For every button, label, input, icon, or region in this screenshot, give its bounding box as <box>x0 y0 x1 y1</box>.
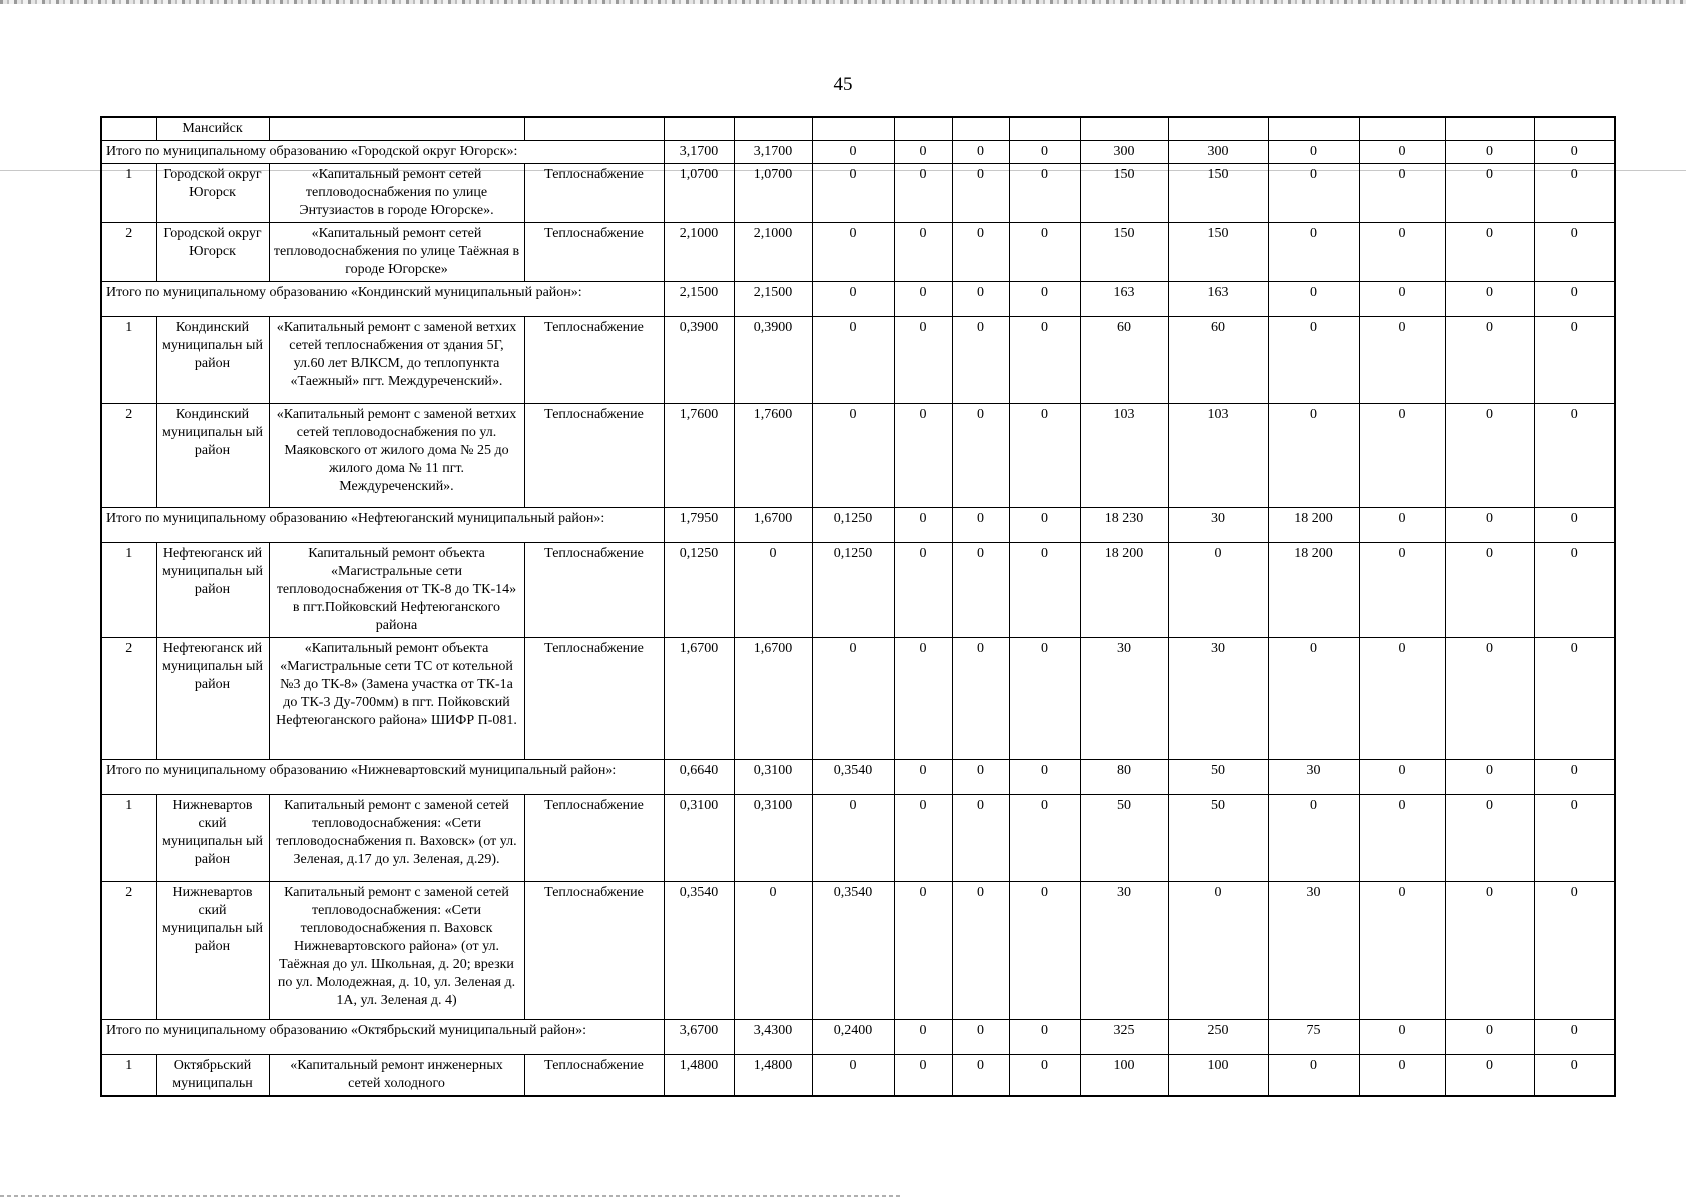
value-cell: 0 <box>894 317 952 404</box>
table-row <box>101 164 1615 223</box>
value-cell: 0 <box>812 404 894 508</box>
sector-cell: Теплоснабжение <box>524 317 664 404</box>
value-cell: 30 <box>1080 882 1168 1020</box>
total-value-cell: 30 <box>1268 760 1359 795</box>
total-value-cell: 0,1250 <box>812 508 894 543</box>
value-cell: 0 <box>952 404 1009 508</box>
value-cell: 0 <box>1359 795 1445 882</box>
value-cell: 0 <box>952 317 1009 404</box>
total-value-cell: 0 <box>952 1020 1009 1055</box>
value-cell: 0 <box>812 317 894 404</box>
value-cell: 103 <box>1080 404 1168 508</box>
row-number-cell <box>101 117 156 141</box>
total-value-cell: 0 <box>1534 760 1615 795</box>
total-value-cell: 0 <box>1359 760 1445 795</box>
total-value-cell: 3,1700 <box>734 141 812 164</box>
value-cell: 0 <box>894 882 952 1020</box>
value-cell: 0 <box>1268 795 1359 882</box>
value-cell: 50 <box>1168 795 1268 882</box>
total-value-cell: 0,3540 <box>812 760 894 795</box>
value-cell: 100 <box>1168 1055 1268 1097</box>
municipality-cell: Нефтеюганск ий муниципальн ый район <box>156 638 269 760</box>
sector-cell: Теплоснабжение <box>524 164 664 223</box>
value-cell: 0 <box>1009 164 1080 223</box>
table-row <box>101 882 1615 1020</box>
value-cell: 0,3900 <box>734 317 812 404</box>
value-cell: 0 <box>1359 543 1445 638</box>
municipality-cell: Кондинский муниципальн ый район <box>156 404 269 508</box>
value-cell <box>1268 117 1359 141</box>
object-name-cell: «Капитальный ремонт сетей тепловодоснабжения по улице Энтузиастов в городе Югорске». <box>269 164 524 223</box>
value-cell: 0 <box>1534 882 1615 1020</box>
value-cell: 0 <box>812 223 894 282</box>
row-number-cell: 2 <box>101 882 156 1020</box>
value-cell <box>952 117 1009 141</box>
value-cell: 0 <box>1268 638 1359 760</box>
value-cell: 1,0700 <box>664 164 734 223</box>
total-value-cell: 0 <box>1445 141 1534 164</box>
value-cell: 0,1250 <box>812 543 894 638</box>
total-value-cell: 0 <box>1009 282 1080 317</box>
value-cell: 0 <box>1534 795 1615 882</box>
value-cell: 0 <box>1534 1055 1615 1097</box>
total-value-cell: 0 <box>1445 760 1534 795</box>
total-value-cell: 80 <box>1080 760 1168 795</box>
total-value-cell: 0 <box>894 760 952 795</box>
table-row <box>101 404 1615 508</box>
total-value-cell: 0 <box>812 141 894 164</box>
value-cell: 1,7600 <box>734 404 812 508</box>
table-body <box>101 117 1615 1096</box>
value-cell: 0 <box>894 404 952 508</box>
value-cell: 0,1250 <box>664 543 734 638</box>
total-value-cell: 0 <box>952 282 1009 317</box>
table-row <box>101 317 1615 404</box>
value-cell <box>1168 117 1268 141</box>
value-cell: 0 <box>894 223 952 282</box>
sector-cell: Теплоснабжение <box>524 1055 664 1097</box>
total-value-cell: 0 <box>952 141 1009 164</box>
value-cell: 150 <box>1080 223 1168 282</box>
table-row <box>101 543 1615 638</box>
total-value-cell: 50 <box>1168 760 1268 795</box>
table-row <box>101 117 1615 141</box>
value-cell: 0 <box>1009 882 1080 1020</box>
value-cell: 0,3100 <box>664 795 734 882</box>
value-cell: 150 <box>1168 223 1268 282</box>
value-cell: 0 <box>1009 543 1080 638</box>
value-cell: 0 <box>1268 164 1359 223</box>
total-label: Итого по муниципальному образованию «Октябрьский муниципальный район»: <box>101 1020 664 1055</box>
total-value-cell: 0 <box>1359 141 1445 164</box>
total-value-cell: 0 <box>1534 141 1615 164</box>
value-cell: 0 <box>1534 638 1615 760</box>
value-cell: 1,6700 <box>734 638 812 760</box>
object-name-cell: Капитальный ремонт с заменой сетей тепловодоснабжения: «Сети тепловодоснабжения п. Ваховск» (от ул. Зеленая, д.17 до ул. Зеленая, д.29). <box>269 795 524 882</box>
total-value-cell: 2,1500 <box>664 282 734 317</box>
total-row <box>101 760 1615 795</box>
value-cell: 0 <box>1009 1055 1080 1097</box>
total-value-cell: 0,6640 <box>664 760 734 795</box>
value-cell: 1,0700 <box>734 164 812 223</box>
total-value-cell: 0 <box>1009 1020 1080 1055</box>
value-cell: 0 <box>1445 543 1534 638</box>
total-value-cell: 163 <box>1168 282 1268 317</box>
value-cell: 0 <box>1268 1055 1359 1097</box>
scan-edge-top <box>0 0 1686 4</box>
page-number: 45 <box>833 74 853 95</box>
total-label: Итого по муниципальному образованию «Нефтеюганский муниципальный район»: <box>101 508 664 543</box>
value-cell: 0 <box>1168 882 1268 1020</box>
object-name-cell: Капитальный ремонт объекта «Магистральные сети тепловодоснабжения от ТК-8 до ТК-14» в пгт.Пойковский Нефтеюганского района <box>269 543 524 638</box>
value-cell: 1,6700 <box>664 638 734 760</box>
municipality-cell: Нефтеюганск ий муниципальн ый район <box>156 543 269 638</box>
total-row <box>101 1020 1615 1055</box>
municipality-cell: Нижневартов ский муниципальн ый район <box>156 882 269 1020</box>
total-row <box>101 141 1615 164</box>
value-cell: 0 <box>952 164 1009 223</box>
value-cell <box>894 117 952 141</box>
value-cell: 0 <box>952 795 1009 882</box>
value-cell: 1,7600 <box>664 404 734 508</box>
value-cell: 0 <box>812 638 894 760</box>
total-value-cell: 0 <box>1534 508 1615 543</box>
total-value-cell: 300 <box>1080 141 1168 164</box>
value-cell: 0 <box>1359 882 1445 1020</box>
value-cell: 0 <box>1445 795 1534 882</box>
value-cell <box>1009 117 1080 141</box>
total-value-cell: 300 <box>1168 141 1268 164</box>
object-name-cell: «Капитальный ремонт с заменой ветхих сетей теплоснабжения от здания 5Г, ул.60 лет ВЛКСМ, до теплопункта «Таежный» пгт. Междуреченский». <box>269 317 524 404</box>
value-cell: 0 <box>952 1055 1009 1097</box>
total-value-cell: 0 <box>1009 760 1080 795</box>
total-value-cell: 325 <box>1080 1020 1168 1055</box>
total-value-cell: 18 230 <box>1080 508 1168 543</box>
value-cell: 0 <box>952 638 1009 760</box>
total-value-cell: 0 <box>1534 1020 1615 1055</box>
value-cell: 0 <box>894 795 952 882</box>
value-cell: 0 <box>1445 404 1534 508</box>
value-cell: 0 <box>1445 882 1534 1020</box>
total-value-cell: 0 <box>1445 508 1534 543</box>
total-value-cell: 0,3100 <box>734 760 812 795</box>
object-name-cell: «Капитальный ремонт инженерных сетей холодного <box>269 1055 524 1097</box>
total-label: Итого по муниципальному образованию «Городской округ Югорск»: <box>101 141 664 164</box>
value-cell: 0 <box>1534 317 1615 404</box>
value-cell: 0 <box>894 638 952 760</box>
total-value-cell: 0 <box>952 508 1009 543</box>
value-cell: 0 <box>1445 223 1534 282</box>
total-value-cell: 0 <box>812 282 894 317</box>
value-cell: 60 <box>1080 317 1168 404</box>
value-cell <box>812 117 894 141</box>
value-cell: 0 <box>1445 164 1534 223</box>
value-cell: 18 200 <box>1268 543 1359 638</box>
object-name-cell: «Капитальный ремонт с заменой ветхих сетей тепловодоснабжения по ул. Маяковского от жилого дома № 25 до жилого дома № 11 пгт. Междуреченский». <box>269 404 524 508</box>
value-cell: 0 <box>1009 638 1080 760</box>
row-number-cell: 2 <box>101 638 156 760</box>
value-cell: 0 <box>1534 223 1615 282</box>
sector-cell: Теплоснабжение <box>524 882 664 1020</box>
value-cell: 0 <box>1359 638 1445 760</box>
value-cell: 0 <box>894 1055 952 1097</box>
value-cell: 18 200 <box>1080 543 1168 638</box>
value-cell: 0 <box>1359 164 1445 223</box>
value-cell: 60 <box>1168 317 1268 404</box>
value-cell: 1,4800 <box>734 1055 812 1097</box>
total-value-cell: 0 <box>894 508 952 543</box>
municipality-cell: Нижневартов ский муниципальн ый район <box>156 795 269 882</box>
total-value-cell: 0 <box>894 1020 952 1055</box>
value-cell <box>1359 117 1445 141</box>
scan-edge-bottom <box>0 1195 900 1197</box>
value-cell: 0,3900 <box>664 317 734 404</box>
total-value-cell: 0 <box>894 282 952 317</box>
total-row <box>101 282 1615 317</box>
value-cell: 0 <box>1009 223 1080 282</box>
municipality-cell: Мансийск <box>156 117 269 141</box>
municipality-cell: Городской округ Югорск <box>156 164 269 223</box>
total-value-cell: 1,7950 <box>664 508 734 543</box>
value-cell: 150 <box>1168 164 1268 223</box>
value-cell: 0 <box>1534 404 1615 508</box>
value-cell: 0 <box>1445 1055 1534 1097</box>
row-number-cell: 1 <box>101 1055 156 1097</box>
value-cell: 0 <box>1445 638 1534 760</box>
row-number-cell: 2 <box>101 404 156 508</box>
total-value-cell: 2,1500 <box>734 282 812 317</box>
total-value-cell: 18 200 <box>1268 508 1359 543</box>
total-value-cell: 3,4300 <box>734 1020 812 1055</box>
total-label: Итого по муниципальному образованию «Кондинский муниципальный район»: <box>101 282 664 317</box>
object-name-cell: «Капитальный ремонт объекта «Магистральные сети ТС от котельной №3 до ТК-8» (Замена участка от ТК-1а до ТК-3 Ду-700мм) в пгт. Пойковский Нефтеюганского района» ШИФР П-081. <box>269 638 524 760</box>
municipality-cell: Октябрьский муниципальн <box>156 1055 269 1097</box>
value-cell: 0 <box>1009 795 1080 882</box>
value-cell: 2,1000 <box>664 223 734 282</box>
total-label: Итого по муниципальному образованию «Нижневартовский муниципальный район»: <box>101 760 664 795</box>
value-cell: 0 <box>952 223 1009 282</box>
municipality-cell: Кондинский муниципальн ый район <box>156 317 269 404</box>
value-cell: 0 <box>1268 317 1359 404</box>
value-cell: 0,3100 <box>734 795 812 882</box>
total-value-cell: 0 <box>1359 282 1445 317</box>
value-cell: 0 <box>812 164 894 223</box>
value-cell <box>1534 117 1615 141</box>
sector-cell: Теплоснабжение <box>524 223 664 282</box>
value-cell: 0 <box>1534 543 1615 638</box>
sector-cell: Теплоснабжение <box>524 404 664 508</box>
object-name-cell: Капитальный ремонт с заменой сетей тепловодоснабжения: «Сети тепловодоснабжения п. Ваховск Нижневартовского района» (от ул. Таёжная до ул. Школьная, д. 20; врезки по ул. Молодежная, д. 10, ул. Зеленая д. 1А, ул. Зеленая д. 4) <box>269 882 524 1020</box>
sector-cell <box>524 117 664 141</box>
value-cell: 0 <box>1359 317 1445 404</box>
total-value-cell: 0 <box>1445 282 1534 317</box>
total-value-cell: 3,6700 <box>664 1020 734 1055</box>
value-cell: 150 <box>1080 164 1168 223</box>
value-cell: 0 <box>952 882 1009 1020</box>
value-cell: 0 <box>1268 404 1359 508</box>
sector-cell: Теплоснабжение <box>524 638 664 760</box>
table-row <box>101 638 1615 760</box>
total-value-cell: 0 <box>1534 282 1615 317</box>
total-value-cell: 0 <box>1009 508 1080 543</box>
total-value-cell: 0 <box>1359 1020 1445 1055</box>
value-cell: 0,3540 <box>664 882 734 1020</box>
object-name-cell <box>269 117 524 141</box>
value-cell: 30 <box>1080 638 1168 760</box>
value-cell: 0 <box>812 795 894 882</box>
total-value-cell: 1,6700 <box>734 508 812 543</box>
total-value-cell: 75 <box>1268 1020 1359 1055</box>
table-row <box>101 795 1615 882</box>
value-cell: 0 <box>1268 223 1359 282</box>
total-value-cell: 0 <box>1359 508 1445 543</box>
value-cell: 0 <box>1359 223 1445 282</box>
table-row <box>101 1055 1615 1097</box>
object-name-cell: «Капитальный ремонт сетей тепловодоснабжения по улице Таёжная в городе Югорске» <box>269 223 524 282</box>
total-value-cell: 0 <box>1268 141 1359 164</box>
value-cell: 103 <box>1168 404 1268 508</box>
value-cell: 0,3540 <box>812 882 894 1020</box>
value-cell: 100 <box>1080 1055 1168 1097</box>
value-cell: 30 <box>1268 882 1359 1020</box>
value-cell: 0 <box>1445 317 1534 404</box>
value-cell: 0 <box>1009 404 1080 508</box>
value-cell: 2,1000 <box>734 223 812 282</box>
value-cell <box>1445 117 1534 141</box>
value-cell <box>664 117 734 141</box>
total-value-cell: 250 <box>1168 1020 1268 1055</box>
total-value-cell: 0 <box>1445 1020 1534 1055</box>
total-value-cell: 0,2400 <box>812 1020 894 1055</box>
row-number-cell: 1 <box>101 795 156 882</box>
value-cell: 0 <box>1359 404 1445 508</box>
total-value-cell: 30 <box>1168 508 1268 543</box>
value-cell: 0 <box>1534 164 1615 223</box>
total-value-cell: 0 <box>952 760 1009 795</box>
row-number-cell: 1 <box>101 543 156 638</box>
total-value-cell: 3,1700 <box>664 141 734 164</box>
municipality-cell: Городской округ Югорск <box>156 223 269 282</box>
row-number-cell: 1 <box>101 164 156 223</box>
value-cell: 0 <box>894 164 952 223</box>
value-cell: 0 <box>1168 543 1268 638</box>
value-cell: 0 <box>894 543 952 638</box>
sector-cell: Теплоснабжение <box>524 543 664 638</box>
value-cell: 0 <box>1359 1055 1445 1097</box>
total-value-cell: 163 <box>1080 282 1168 317</box>
value-cell <box>734 117 812 141</box>
value-cell: 30 <box>1168 638 1268 760</box>
value-cell: 0 <box>812 1055 894 1097</box>
value-cell: 0 <box>734 543 812 638</box>
row-number-cell: 2 <box>101 223 156 282</box>
table-row <box>101 223 1615 282</box>
value-cell: 1,4800 <box>664 1055 734 1097</box>
row-number-cell: 1 <box>101 317 156 404</box>
total-value-cell: 0 <box>1268 282 1359 317</box>
sector-cell: Теплоснабжение <box>524 795 664 882</box>
value-cell: 0 <box>952 543 1009 638</box>
total-value-cell: 0 <box>894 141 952 164</box>
program-table <box>100 116 1616 1097</box>
value-cell: 0 <box>734 882 812 1020</box>
value-cell: 50 <box>1080 795 1168 882</box>
total-value-cell: 0 <box>1009 141 1080 164</box>
value-cell <box>1080 117 1168 141</box>
total-row <box>101 508 1615 543</box>
value-cell: 0 <box>1009 317 1080 404</box>
